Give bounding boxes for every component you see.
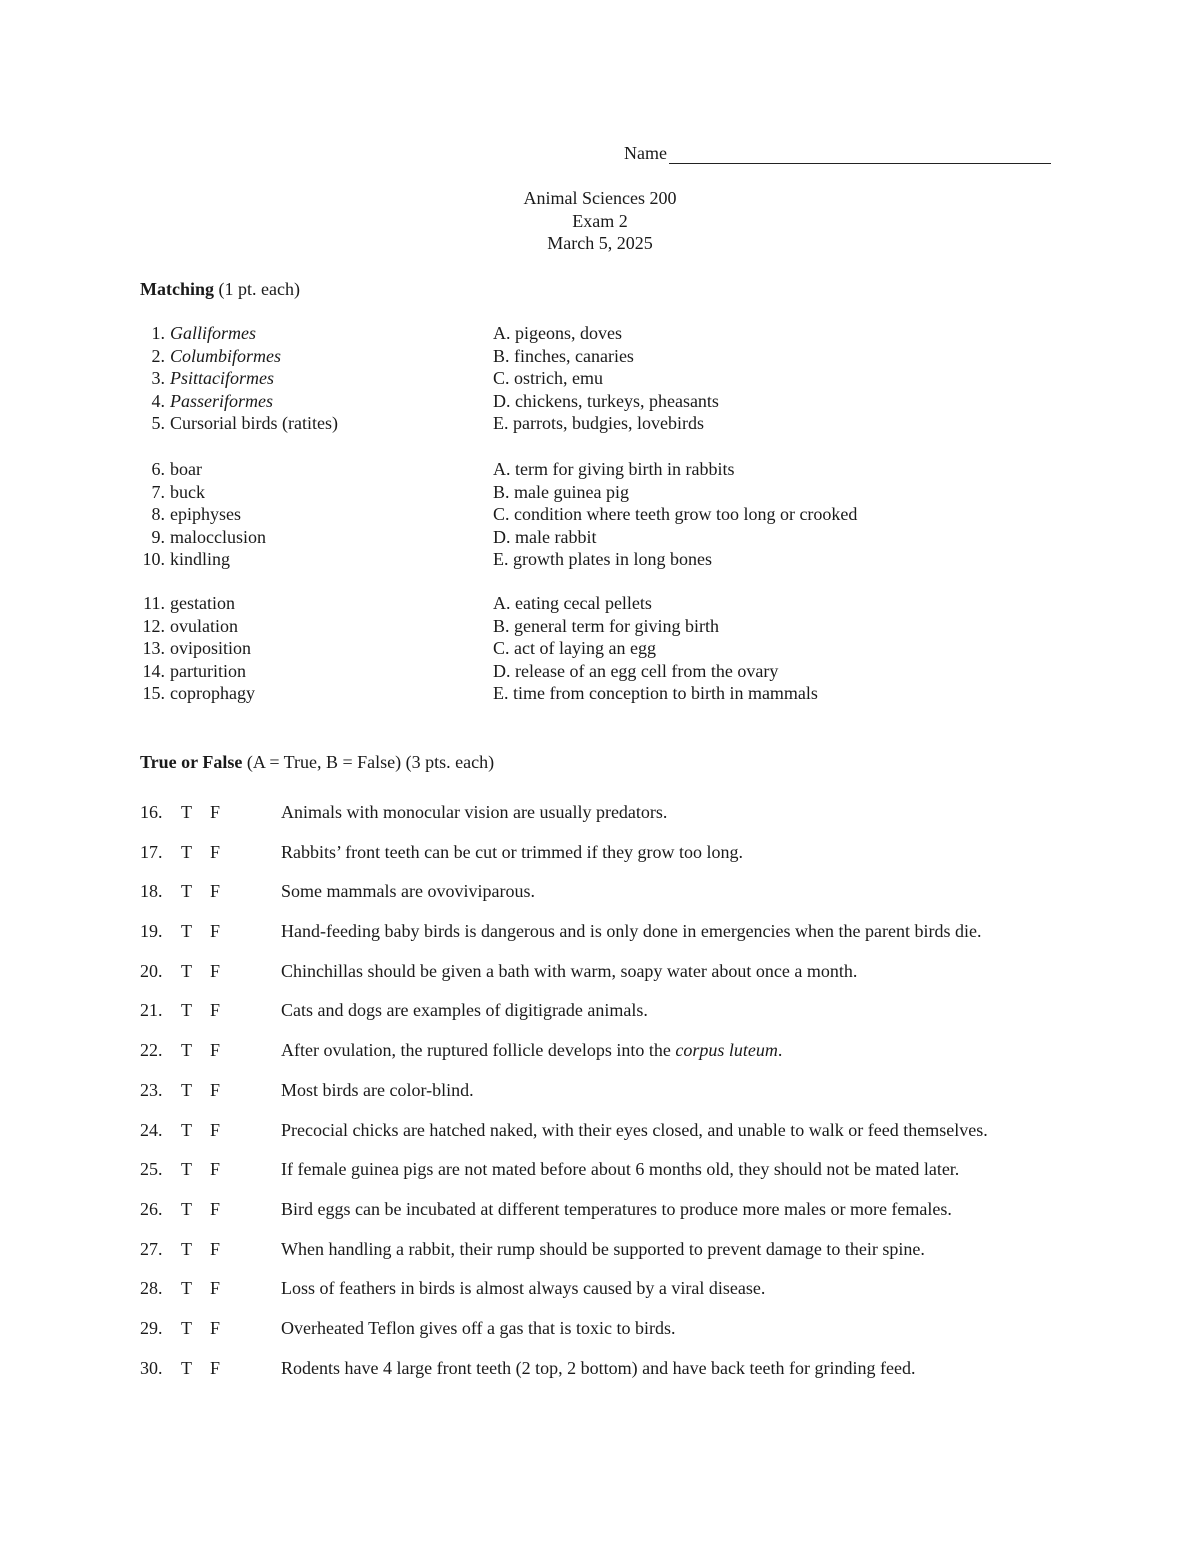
question-text: Precocial chicks are hatched naked, with their eyes closed, and unable to walk or feed themselves. — [281, 1119, 988, 1140]
true-option[interactable]: T — [181, 1119, 192, 1140]
false-option[interactable]: F — [210, 1000, 221, 1021]
matching-option: E. parrots, budgies, lovebirds — [493, 413, 704, 434]
question-number: 29. — [140, 1317, 163, 1338]
question-statement — [281, 801, 667, 823]
matching-term — [140, 345, 478, 368]
matching-term — [140, 592, 478, 615]
question-text: If female guinea pigs are not mated before about 6 months old, they should not be mated later. — [281, 1159, 960, 1180]
true-option[interactable]: T — [181, 802, 192, 822]
matching-term-text: Columbiformes — [170, 345, 282, 366]
matching-term-number: 6. — [151, 459, 165, 479]
matching-row — [140, 458, 940, 481]
matching-term-text: Passeriformes — [170, 390, 273, 411]
question-number: 30. — [140, 1357, 163, 1378]
false-option[interactable]: F — [210, 1317, 221, 1338]
exam-title: Exam 2 — [572, 210, 628, 231]
matching-term-number: 5. — [151, 413, 165, 434]
true-false-question — [140, 1198, 1100, 1238]
matching-row — [140, 548, 940, 571]
question-text: Loss of feathers in birds is almost always caused by a viral disease. — [281, 1278, 766, 1299]
question-number: 25. — [140, 1159, 163, 1180]
matching-term — [140, 637, 478, 660]
question-statement — [281, 841, 743, 863]
matching-term-number: 15. — [142, 683, 165, 704]
true-option[interactable]: T — [181, 841, 192, 862]
matching-row — [140, 322, 940, 345]
matching-row — [140, 660, 940, 683]
true-option[interactable]: T — [181, 1040, 192, 1061]
question-text: Most birds are color-blind. — [281, 1079, 474, 1100]
matching-term — [140, 412, 478, 435]
matching-term-text: kindling — [170, 549, 231, 570]
course-title: Animal Sciences 200 — [523, 188, 677, 208]
matching-term-number: 10. — [142, 549, 165, 570]
question-statement — [281, 880, 535, 902]
question-statement — [281, 1317, 675, 1339]
name-label: Name — [624, 143, 667, 163]
matching-option: C. act of laying an egg — [493, 638, 656, 659]
matching-term — [140, 615, 478, 638]
matching-term-number: 8. — [151, 504, 165, 525]
question-text-tail: . — [777, 1040, 783, 1061]
matching-term-text: buck — [170, 481, 205, 502]
false-option[interactable]: F — [210, 1238, 221, 1259]
matching-term — [140, 682, 478, 705]
false-option[interactable]: F — [210, 1040, 221, 1061]
matching-option: B. general term for giving birth — [493, 615, 719, 636]
question-statement — [281, 1039, 782, 1061]
true-option[interactable]: T — [181, 1278, 192, 1299]
true-false-question — [140, 999, 1100, 1039]
matching-term — [140, 503, 478, 526]
true-false-question — [140, 801, 1100, 841]
matching-term-number: 7. — [151, 481, 165, 502]
question-number: 17. — [140, 841, 163, 862]
matching-option: A. eating cecal pellets — [493, 593, 652, 613]
matching-term-text: parturition — [170, 660, 246, 681]
matching-term-number: 12. — [142, 615, 165, 636]
question-statement — [281, 1238, 925, 1260]
true-false-heading — [140, 751, 494, 773]
true-option[interactable]: T — [181, 921, 192, 942]
true-false-question — [140, 960, 1100, 1000]
matching-term — [140, 526, 478, 549]
matching-row — [140, 412, 940, 435]
false-option[interactable]: F — [210, 841, 221, 862]
false-option[interactable]: F — [210, 1198, 221, 1219]
question-number: 18. — [140, 881, 163, 902]
true-false-question — [140, 1079, 1100, 1119]
matching-term-text: epiphyses — [170, 504, 241, 525]
matching-row — [140, 481, 940, 504]
question-statement — [281, 999, 648, 1021]
true-false-question — [140, 1357, 1100, 1397]
matching-heading — [140, 278, 300, 300]
matching-term-number: 3. — [151, 368, 165, 389]
true-option[interactable]: T — [181, 1079, 192, 1100]
question-italic-term: corpus luteum — [675, 1040, 778, 1061]
matching-term-text: malocclusion — [170, 526, 266, 547]
matching-group-3 — [140, 592, 940, 705]
matching-option: C. condition where teeth grow too long or crooked — [493, 504, 858, 525]
matching-option: B. finches, canaries — [493, 345, 634, 366]
matching-term — [140, 548, 478, 571]
false-option[interactable]: F — [210, 802, 221, 822]
true-option[interactable]: T — [181, 1357, 192, 1378]
true-false-question — [140, 1277, 1100, 1317]
matching-term — [140, 367, 478, 390]
question-text: Overheated Teflon gives off a gas that is toxic to birds. — [281, 1317, 676, 1338]
true-option[interactable]: T — [181, 1238, 192, 1259]
matching-row — [140, 345, 940, 368]
matching-option: A. pigeons, doves — [493, 323, 622, 343]
question-text: After ovulation, the ruptured follicle develops into the — [281, 1040, 676, 1061]
false-option[interactable]: F — [210, 921, 221, 942]
matching-term-number: 11. — [143, 593, 165, 613]
true-false-question — [140, 1317, 1100, 1357]
question-text: Hand-feeding baby birds is dangerous and is only done in emergencies when the parent birds die. — [281, 921, 982, 942]
matching-term-number: 4. — [151, 390, 165, 411]
false-option[interactable]: F — [210, 960, 221, 981]
matching-row — [140, 367, 940, 390]
question-number: 22. — [140, 1040, 163, 1061]
true-false-question — [140, 1119, 1100, 1159]
question-statement — [281, 960, 857, 982]
question-number: 26. — [140, 1198, 163, 1219]
question-text: Chinchillas should be given a bath with warm, soapy water about once a month. — [281, 960, 858, 981]
matching-option: E. growth plates in long bones — [493, 549, 712, 570]
matching-term — [140, 390, 478, 413]
question-statement — [281, 1357, 915, 1379]
matching-option: D. chickens, turkeys, pheasants — [493, 390, 719, 411]
question-number: 27. — [140, 1238, 163, 1259]
matching-row — [140, 390, 940, 413]
matching-group-2 — [140, 458, 940, 571]
true-option[interactable]: T — [181, 1198, 192, 1219]
false-option[interactable]: F — [210, 881, 221, 902]
matching-term-text: Cursorial birds (ratites) — [170, 413, 338, 434]
matching-term-text: boar — [170, 459, 202, 479]
question-statement — [281, 1198, 952, 1220]
matching-term-number: 14. — [142, 660, 165, 681]
matching-term — [140, 322, 478, 345]
false-option[interactable]: F — [210, 1357, 221, 1378]
true-option[interactable]: T — [181, 1000, 192, 1021]
question-text: Rabbits’ front teeth can be cut or trimmed if they grow too long. — [281, 841, 744, 862]
name-blank-line — [669, 144, 1051, 164]
true-false-question — [140, 880, 1100, 920]
matching-term-text: gestation — [170, 593, 235, 613]
question-number: 28. — [140, 1278, 163, 1299]
question-statement — [281, 920, 981, 942]
question-text: Bird eggs can be incubated at different temperatures to produce more males or more females. — [281, 1198, 952, 1219]
true-false-question — [140, 1039, 1100, 1079]
question-number: 20. — [140, 960, 163, 981]
matching-term-text: coprophagy — [170, 683, 255, 704]
question-text: Some mammals are ovoviviparous. — [281, 881, 535, 902]
false-option[interactable]: F — [210, 1278, 221, 1299]
true-option[interactable]: T — [181, 960, 192, 981]
matching-option: B. male guinea pig — [493, 481, 629, 502]
true-false-question — [140, 841, 1100, 881]
exam-date: March 5, 2025 — [547, 233, 653, 254]
question-number: 19. — [140, 921, 163, 942]
matching-term-number: 2. — [151, 345, 165, 366]
question-number: 23. — [140, 1079, 163, 1100]
matching-term-number: 1. — [151, 323, 165, 343]
true-false-instructions: (A = True, B = False) (3 pts. each) — [246, 752, 495, 772]
question-text: Rodents have 4 large front teeth (2 top, 2 bottom) and have back teeth for grinding feed. — [281, 1357, 916, 1378]
matching-option: D. release of an egg cell from the ovary — [493, 660, 779, 681]
question-text: Cats and dogs are examples of digitigrade animals. — [281, 1000, 648, 1021]
true-false-question — [140, 1158, 1100, 1198]
matching-option: E. time from conception to birth in mammals — [493, 683, 818, 704]
exam-header — [450, 187, 750, 255]
question-text: When handling a rabbit, their rump should be supported to prevent damage to their spine. — [281, 1238, 925, 1259]
matching-term-text: ovulation — [170, 615, 238, 636]
true-false-heading-title: True or False — [140, 752, 243, 772]
matching-row — [140, 637, 940, 660]
matching-term-number: 9. — [151, 526, 165, 547]
matching-heading-title: Matching — [140, 279, 214, 299]
question-number: 24. — [140, 1119, 163, 1140]
matching-term — [140, 458, 478, 481]
true-option[interactable]: T — [181, 1159, 192, 1180]
question-number: 16. — [140, 802, 163, 822]
true-option[interactable]: T — [181, 1317, 192, 1338]
false-option[interactable]: F — [210, 1159, 221, 1180]
matching-term-number: 13. — [142, 638, 165, 659]
matching-row — [140, 682, 940, 705]
matching-row — [140, 526, 940, 549]
question-statement — [281, 1079, 474, 1101]
true-false-list — [140, 801, 1100, 1396]
matching-term-text: oviposition — [170, 638, 252, 659]
false-option[interactable]: F — [210, 1119, 221, 1140]
matching-term — [140, 660, 478, 683]
matching-row — [140, 503, 940, 526]
question-statement — [281, 1158, 959, 1180]
question-text: Animals with monocular vision are usually predators. — [281, 802, 668, 822]
question-statement — [281, 1119, 988, 1141]
true-false-question — [140, 920, 1100, 960]
matching-row — [140, 615, 940, 638]
matching-row — [140, 592, 940, 615]
matching-points: (1 pt. each) — [218, 279, 300, 299]
question-number: 21. — [140, 1000, 163, 1021]
true-false-question — [140, 1238, 1100, 1278]
matching-term-text: Galliformes — [170, 323, 257, 343]
matching-option: D. male rabbit — [493, 526, 597, 547]
matching-group-1 — [140, 322, 940, 435]
matching-term-text: Psittaciformes — [170, 368, 274, 389]
matching-option: A. term for giving birth in rabbits — [493, 459, 735, 479]
true-option[interactable]: T — [181, 881, 192, 902]
name-field — [624, 142, 1064, 164]
question-statement — [281, 1277, 765, 1299]
matching-option: C. ostrich, emu — [493, 368, 603, 389]
false-option[interactable]: F — [210, 1079, 221, 1100]
matching-term — [140, 481, 478, 504]
